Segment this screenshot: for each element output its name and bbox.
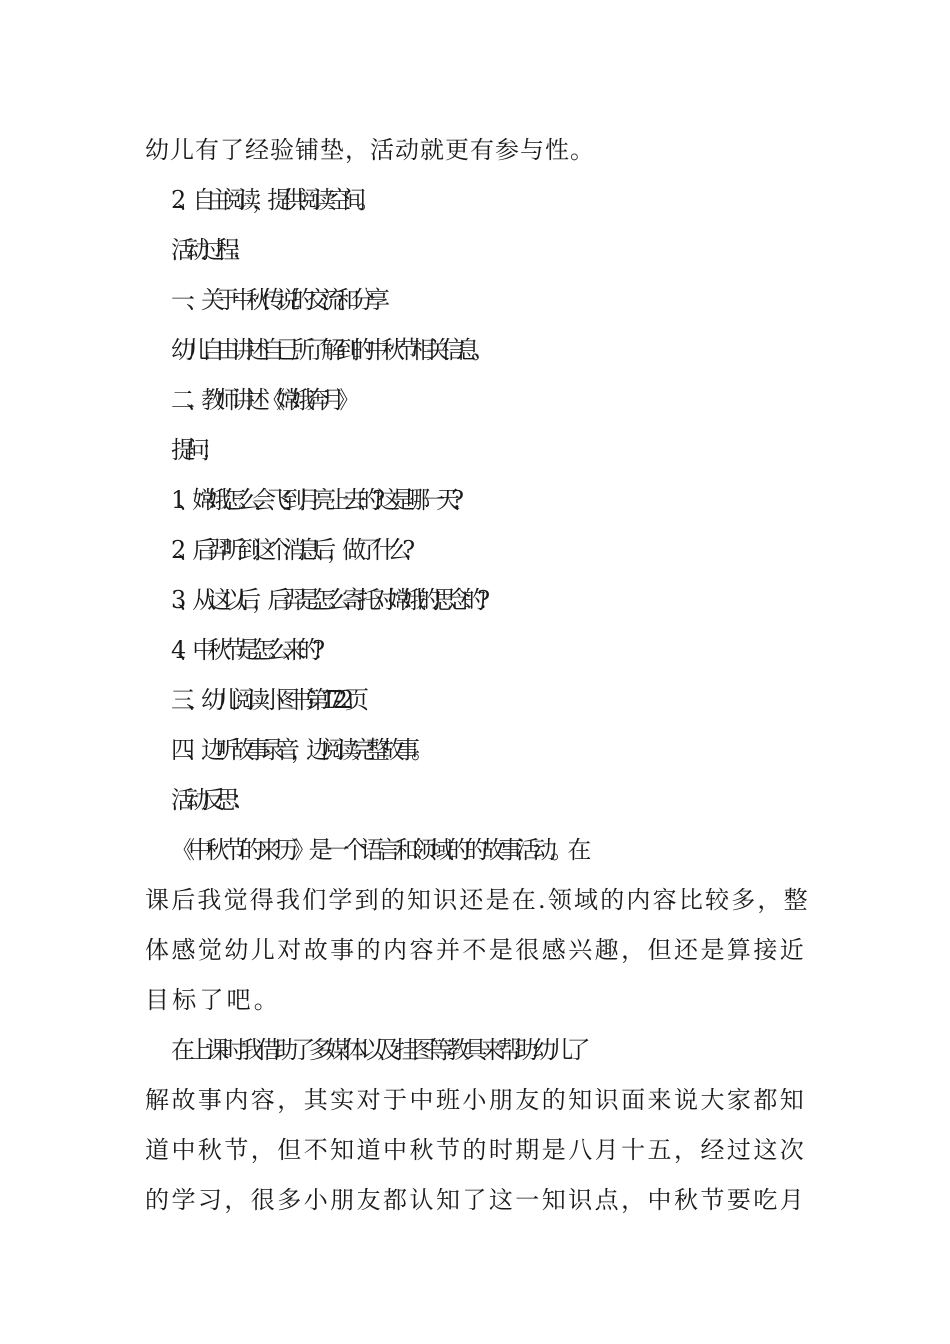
question-item: 3、从这以后，后羿是怎么寄托对嫦娥的思念的? bbox=[171, 586, 482, 614]
paragraph-line: 《中秋节的来历》是一个语言和.领域的的故事活动。在 bbox=[171, 836, 585, 864]
paragraph-line: 目标了吧。 bbox=[145, 986, 281, 1014]
paragraph-line: 提问： bbox=[171, 436, 216, 464]
step-heading: 三、幼儿阅读小图书第17-22页 bbox=[171, 686, 361, 714]
paragraph-line: 课后我觉得我们学到的知识还是在.领域的内容比较多，整 bbox=[145, 886, 810, 914]
question-item: 4、中秋节是怎么来的? bbox=[171, 636, 317, 664]
step-heading: 一、关于中秋传说的交流和分享 bbox=[171, 286, 381, 314]
paragraph-line: 幼儿有了经验铺垫，活动就更有参与性。 bbox=[145, 136, 595, 164]
question-item: 2、后羿听到这个消息后，做了什么? bbox=[171, 536, 407, 564]
paragraph-line: 体感觉幼儿对故事的内容并不是很感兴趣，但还是算接近 bbox=[145, 936, 807, 964]
section-heading: 活动反思： bbox=[171, 786, 246, 814]
paragraph-line: 2、自主阅读，提供阅读空间。 bbox=[171, 186, 373, 214]
step-heading: 四、边听故事录音，边阅读完整故事。 bbox=[171, 736, 426, 764]
paragraph-line: 的学习，很多小朋友都认知了这一知识点，中秋节要吃月 bbox=[145, 1186, 807, 1214]
step-heading: 二、教师讲述《嫦娥奔月》 bbox=[171, 386, 351, 414]
paragraph-line: 道中秋节，但不知道中秋节的时期是八月十五，经过这次 bbox=[145, 1136, 807, 1164]
question-item: 1、嫦娥怎么会飞到月亮上去的?这是哪一天? bbox=[171, 486, 456, 514]
paragraph-line: 在上课时我借助了多媒体以及挂图等教具来帮助幼儿了 bbox=[171, 1036, 584, 1064]
paragraph-line: 解故事内容，其实对于中班小朋友的知识面来说大家都知 bbox=[145, 1086, 807, 1114]
section-heading: 活动过程： bbox=[171, 236, 246, 264]
paragraph-line: 幼儿自由讲述自己所了解到的中秋节相关信息。 bbox=[171, 336, 486, 364]
